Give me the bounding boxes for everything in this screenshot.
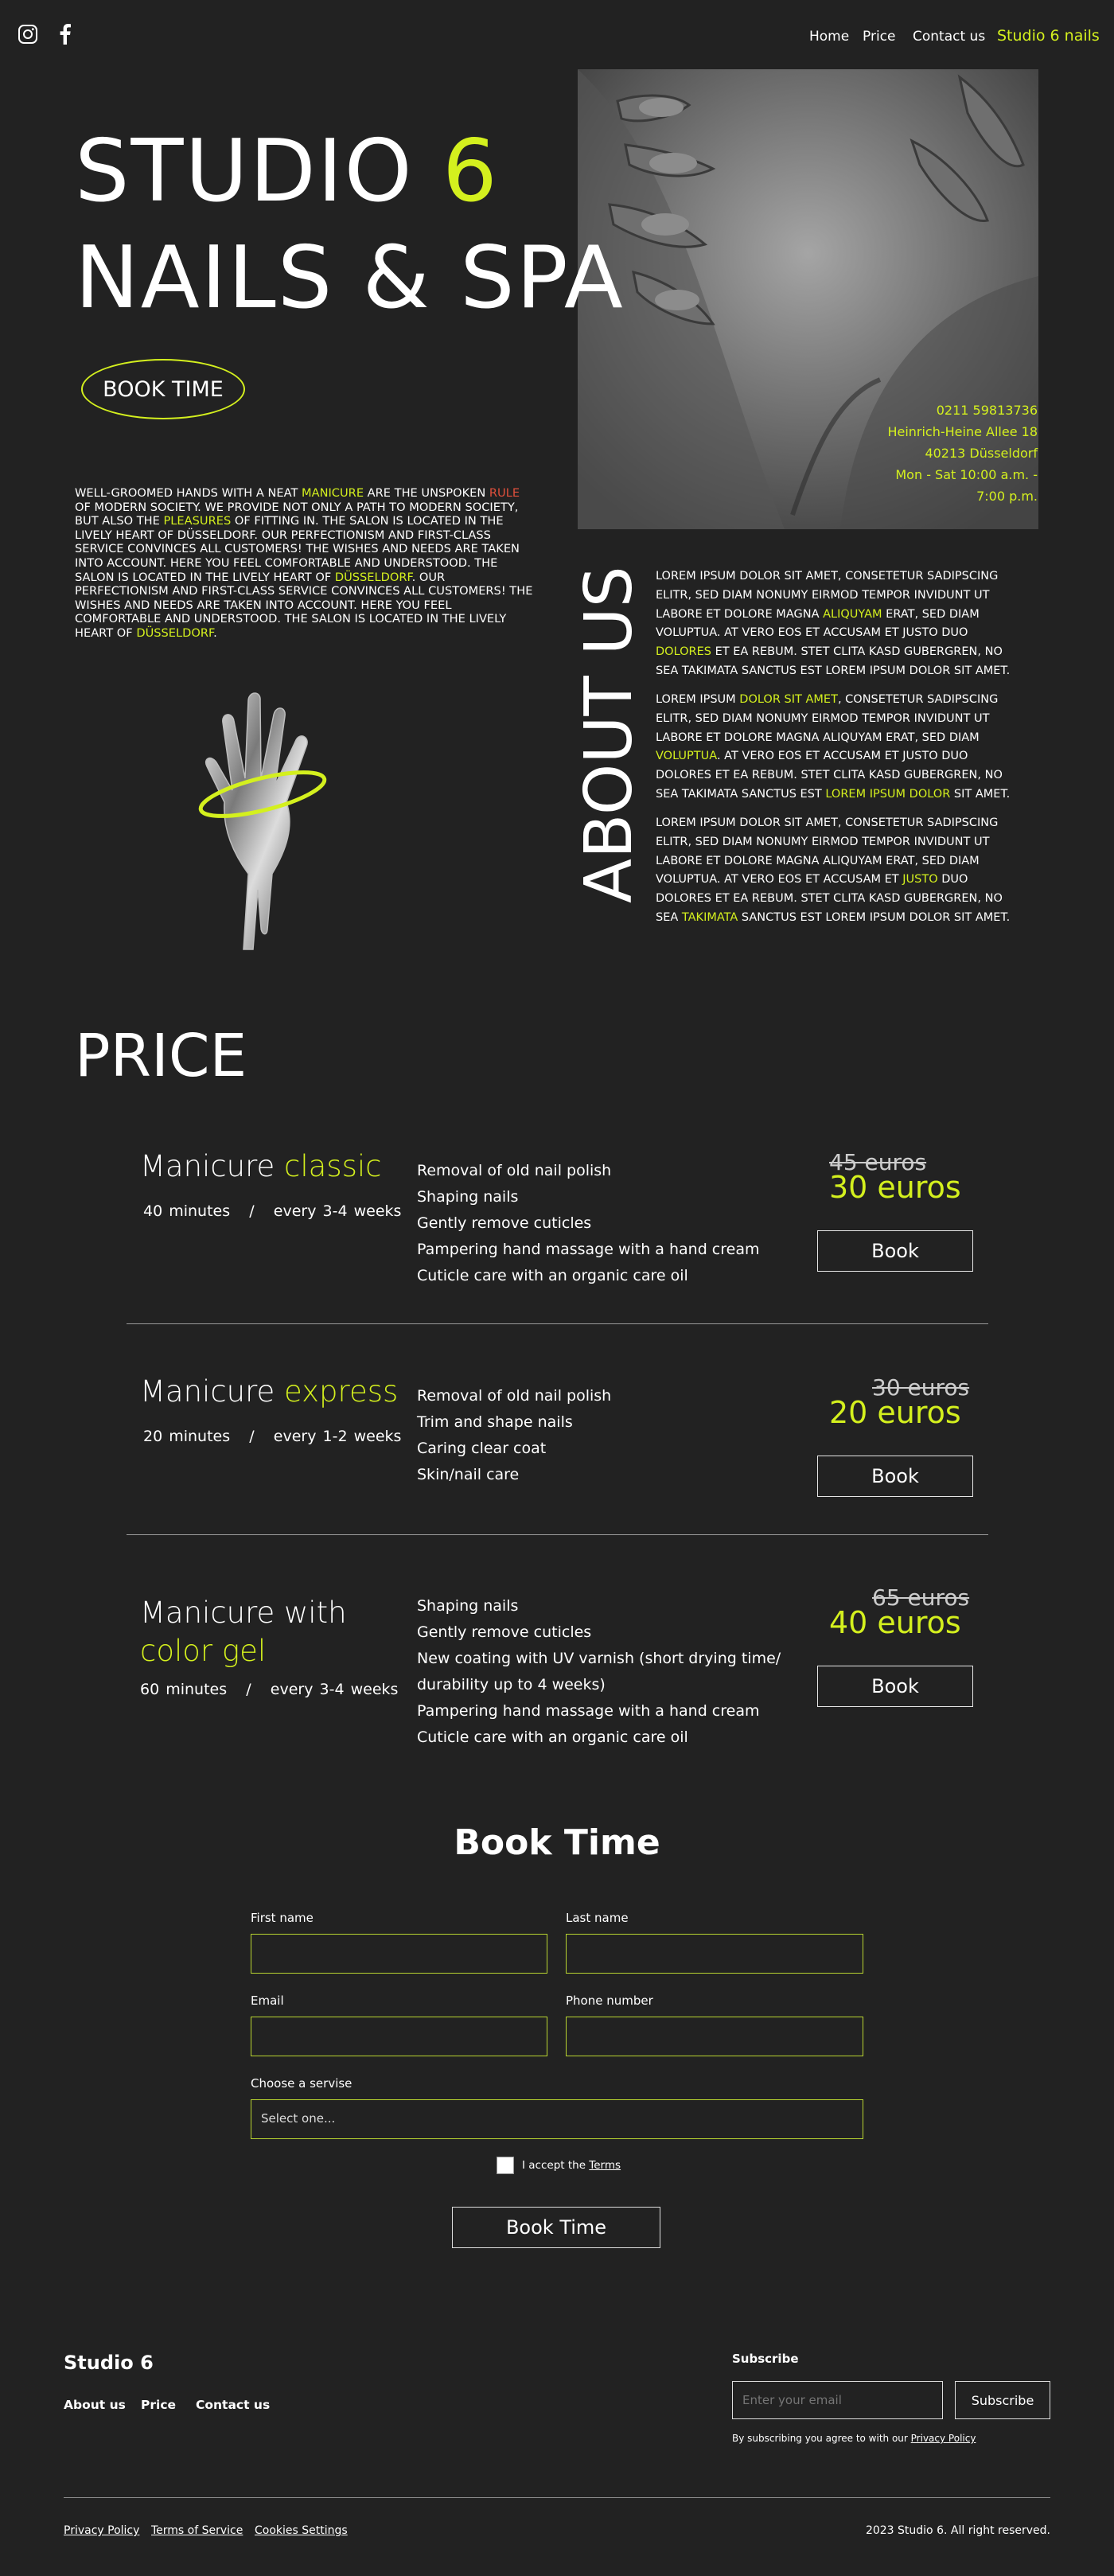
footer-divider — [64, 2497, 1050, 2498]
subscribe-title: Subscribe — [732, 2352, 799, 2366]
phone-label: Phone number — [566, 1993, 653, 2008]
footer-price-link[interactable]: Price — [141, 2398, 177, 2412]
feature-item: Removal of old nail polish — [417, 1162, 612, 1179]
price-item-features — [417, 1158, 760, 1289]
feature-item: New coating with UV varnish (short drying time/ — [417, 1650, 781, 1667]
feature-item: Shaping nails — [417, 1597, 519, 1615]
nav-home-link[interactable]: Home — [809, 29, 850, 45]
book-color-gel-button[interactable]: Book — [817, 1666, 973, 1707]
about-paragraph-1: LOREM IPSUM DOLOR SIT AMET, CONSETETUR SADIPSCING ELITR, SED DIAM NONUMY EIRMOD TEMPOR INVIDUNT UT LABORE ET DOLORE MAGNA ALIQUYAM ERAT, SED DIAM VOLUPTUA. AT VERO EOS ET ACCUSAM ET JUSTO DUO DOLORES ET EA REBUM. STET CLITA KASD GUBERGREN, NO SEA TAKIMATA SANCTUS EST LOREM IPSUM DOLOR SIT AMET. — [656, 570, 1011, 677]
subscribe-button[interactable]: Subscribe — [955, 2381, 1050, 2419]
new-price: 20 euros — [829, 1395, 961, 1430]
nav-contact-link[interactable]: Contact us — [913, 29, 986, 45]
footer-brand: Studio 6 — [64, 2352, 154, 2374]
contact-phone: 0211 59813736 — [936, 403, 1038, 418]
price-item-features — [417, 1593, 781, 1751]
price-item-title: Manicure classic — [140, 1149, 382, 1183]
form-title: Book Time — [454, 1822, 660, 1863]
new-price: 40 euros — [829, 1605, 961, 1640]
feature-item: Gently remove cuticles — [417, 1623, 592, 1641]
facebook-icon[interactable] — [57, 24, 72, 48]
price-item-title: Manicure with color gel — [140, 1596, 347, 1668]
submit-book-time-button[interactable]: Book Time — [452, 2207, 660, 2248]
hero-title-line2: NAILS & SPA — [75, 228, 625, 328]
hero-title-number: 6 — [442, 122, 499, 221]
price-divider — [127, 1323, 988, 1324]
privacy-policy-link[interactable]: Privacy Policy — [910, 2433, 976, 2444]
privacy-policy-legal-link[interactable]: Privacy Policy — [64, 2524, 140, 2537]
first-name-input[interactable] — [251, 1934, 547, 1974]
email-label: Email — [251, 1993, 284, 2008]
book-time-button[interactable]: BOOK TIME — [81, 359, 245, 419]
price-item-features — [417, 1383, 611, 1488]
accept-terms-checkbox[interactable] — [497, 2157, 514, 2174]
subscribe-email-input[interactable] — [732, 2381, 943, 2419]
nav-price-link[interactable]: Price — [863, 29, 896, 45]
feature-item: Cuticle care with an organic care oil — [417, 1728, 688, 1746]
terms-of-service-link[interactable]: Terms of Service — [151, 2524, 243, 2537]
price-item-title: Manicure express — [140, 1374, 399, 1409]
footer-about-link[interactable]: About us — [64, 2398, 126, 2412]
contact-hours-end: 7:00 p.m. — [976, 489, 1038, 504]
old-price: 65 euros — [872, 1584, 970, 1611]
contact-city: 40213 Düsseldorf — [925, 446, 1038, 461]
feature-item: Removal of old nail polish — [417, 1387, 612, 1405]
about-us-title: ABOUT US — [571, 566, 647, 903]
cookies-settings-link[interactable]: Cookies Settings — [255, 2524, 348, 2537]
old-price: 30 euros — [872, 1374, 970, 1401]
subscribe-note: By subscribing you agree to with our Privacy Policy — [732, 2433, 976, 2444]
service-label: Choose a servise — [251, 2076, 353, 2091]
brand-link[interactable]: Studio 6 nails — [997, 27, 1100, 45]
first-name-label: First name — [251, 1911, 314, 1925]
about-paragraph-3: LOREM IPSUM DOLOR SIT AMET, CONSETETUR SADIPSCING ELITR, SED DIAM NONUMY EIRMOD TEMPOR INVIDUNT UT LABORE ET DOLORE MAGNA ALIQUYAM ERAT, SED DIAM VOLUPTUA. AT VERO EOS ET ACCUSAM ET JUSTO DUO DOLORES ET EA REBUM. STET CLITA KASD GUBERGREN, NO SEA TAKIMATA SANCTUS EST LOREM IPSUM DOLOR SIT AMET. — [656, 816, 1011, 924]
copyright: 2023 Studio 6. All right reserved. — [865, 2524, 1050, 2537]
price-title: PRICE — [75, 1022, 247, 1090]
feature-item: Gently remove cuticles — [417, 1214, 592, 1232]
feature-item: durability up to 4 weeks) — [417, 1676, 606, 1693]
last-name-input[interactable] — [566, 1934, 863, 1974]
feature-item: Trim and shape nails — [417, 1413, 573, 1431]
contact-street: Heinrich-Heine Allee 18 — [887, 424, 1038, 439]
email-input[interactable] — [251, 2017, 547, 2056]
price-item-meta: 40 minutes / every 3-4 weeks — [143, 1202, 402, 1220]
new-price: 30 euros — [829, 1170, 961, 1205]
feature-item: Pampering hand massage with a hand cream — [417, 1241, 760, 1258]
footer-contact-link[interactable]: Contact us — [196, 2398, 271, 2412]
feature-item: Caring clear coat — [417, 1440, 547, 1457]
intro-text: WELL-GROOMED HANDS WITH A NEAT MANICURE ARE THE UNSPOKEN RULE OF MODERN SOCIETY. WE PROVIDE NOT ONLY A PATH TO MODERN SOCIETY, BUT ALSO THE PLEASURES OF FITTING IN. THE SALON IS LOCATED IN THE LIVELY HEART OF DÜSSELDORF. OUR PERFECTIONISM AND FIRST-CLASS SERVICE CONVINCES ALL CUSTOMERS! THE WISHES AND NEEDS ARE TAKEN INTO ACCOUNT. HERE YOU FEEL COMFORTABLE AND UNDERSTOOD. THE SALON IS LOCATED IN THE LIVELY HEART OF DÜSSELDORF. OUR PERFECTIONISM AND FIRST-CLASS SERVICE CONVINCES ALL CUSTOMERS! THE WISHES AND NEEDS ARE TAKEN INTO ACCOUNT. HERE YOU FEEL COMFORTABLE AND UNDERSTOOD. THE SALON IS LOCATED IN THE LIVELY HEART OF DÜSSELDORF. — [75, 486, 533, 640]
instagram-icon[interactable] — [18, 24, 38, 48]
price-divider — [127, 1534, 988, 1535]
price-item-meta: 20 minutes / every 1-2 weeks — [143, 1428, 402, 1445]
terms-link[interactable]: Terms — [589, 2159, 621, 2172]
feature-item: Shaping nails — [417, 1188, 519, 1206]
book-classic-button[interactable]: Book — [817, 1230, 973, 1272]
service-select[interactable]: Select one... — [251, 2099, 863, 2139]
book-express-button[interactable]: Book — [817, 1456, 973, 1497]
contact-hours: Mon - Sat 10:00 a.m. - — [895, 467, 1038, 482]
hero-title-line1: STUDIO 6 — [75, 122, 499, 221]
old-price: 45 euros — [829, 1149, 927, 1175]
feature-item: Cuticle care with an organic care oil — [417, 1267, 688, 1284]
accept-terms-label: I accept the Terms — [522, 2159, 621, 2172]
chrome-hand-illustration — [175, 691, 350, 952]
contact-info — [887, 399, 1038, 507]
price-item-meta: 60 minutes / every 3-4 weeks — [140, 1681, 399, 1698]
about-paragraph-2: LOREM IPSUM DOLOR SIT AMET, CONSETETUR SADIPSCING ELITR, SED DIAM NONUMY EIRMOD TEMPOR INVIDUNT UT LABORE ET DOLORE MAGNA ALIQUYAM ERAT, SED DIAM VOLUPTUA. AT VERO EOS ET ACCUSAM ET JUSTO DUO DOLORES ET EA REBUM. STET CLITA KASD GUBERGREN, NO SEA TAKIMATA SANCTUS EST LOREM IPSUM DOLOR SIT AMET. — [656, 693, 1011, 801]
last-name-label: Last name — [566, 1911, 629, 1925]
feature-item: Skin/nail care — [417, 1466, 520, 1483]
feature-item: Pampering hand massage with a hand cream — [417, 1702, 760, 1720]
phone-input[interactable] — [566, 2017, 863, 2056]
